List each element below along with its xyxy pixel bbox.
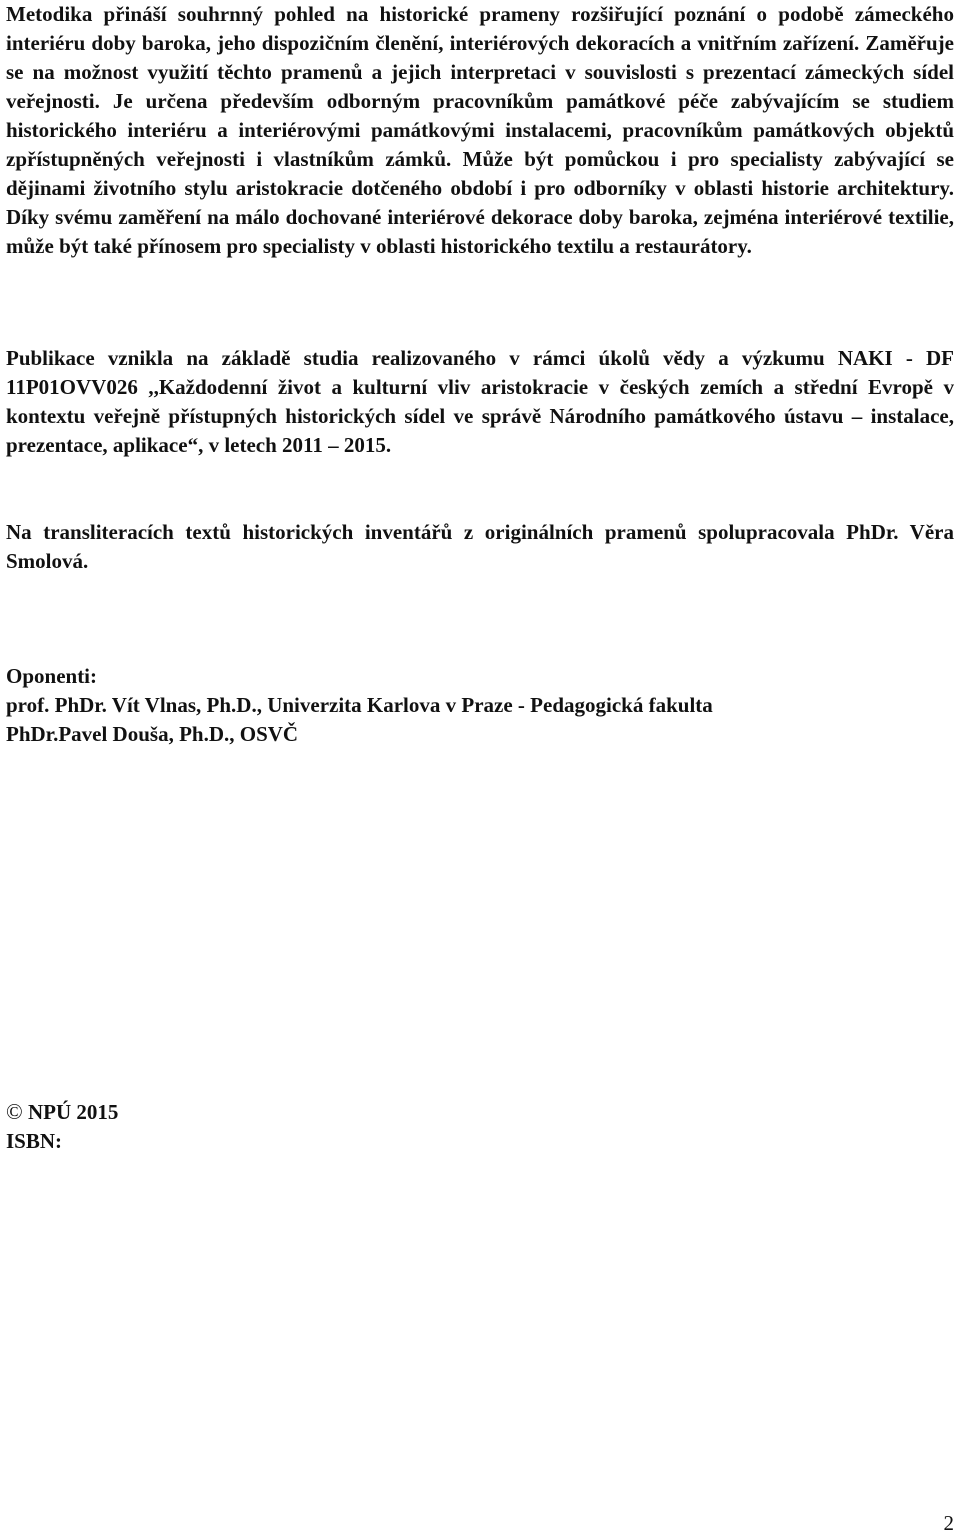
transliteration-paragraph: Na transliteracích textů historických inventářů z originálních pramenů spolupracovala PhDr. Věra Smolová.: [6, 520, 954, 573]
project-paragraph: Publikace vznikla na základě studia realizovaného v rámci úkolů vědy a výzkumu NAKI - DF 11P01OVV026 ,,Každodenní život a kulturní vliv aristokracie v českých zemích a střední Evropě v kontextu veřejně přístupných historických sídel ve správě Národního památkového ústavu – instalace, prezentace, aplikace“, v letech 2011 – 2015.: [6, 346, 954, 457]
copyright-line: [6, 1097, 954, 1127]
page-number: 2: [943, 1511, 954, 1535]
isbn-label: ISBN:: [6, 1129, 63, 1153]
opponent-2: PhDr.Pavel Douša, Ph.D., OSVČ: [6, 722, 299, 746]
intro-paragraph: Metodika přináší souhrnný pohled na historické prameny rozšiřující poznání o podobě zámeckého interiéru doby baroka, jeho dispozičním členění, interiérových dekoracích a vnitřním zařízení. Zaměřuje se na možnost využití těchto pramenů a jejich interpretaci v souvislosti s prezentací zámeckých sídel veřejnosti. Je určena především odborným pracovníkům památkové péče zabývajícím se studiem historického interiéru a interiérovými památkovými instalacemi, pracovníkům památkových objektů zpřístupněných veřejnosti i vlastníkům zámků. Může být pomůckou i pro specialisty zabývající se dějinami životního stylu aristokracie dotčeného období i pro odborníky v oblasti historie architektury. Díky svému zaměření na málo dochované interiérové dekorace doby baroka, zejména interiérové textilie, může být také přínosem pro specialisty v oblasti historického textilu a restaurátory.: [6, 2, 954, 258]
colophon: [6, 1097, 954, 1156]
opponent-1: prof. PhDr. Vít Vlnas, Ph.D., Univerzita Karlova v Praze - Pedagogická fakulta: [6, 693, 713, 717]
opponents-section: [6, 662, 954, 749]
opponents-heading: Oponenti:: [6, 664, 98, 688]
copyright-text: NPÚ 2015: [27, 1100, 119, 1124]
copyright-symbol: ©: [6, 1099, 23, 1124]
